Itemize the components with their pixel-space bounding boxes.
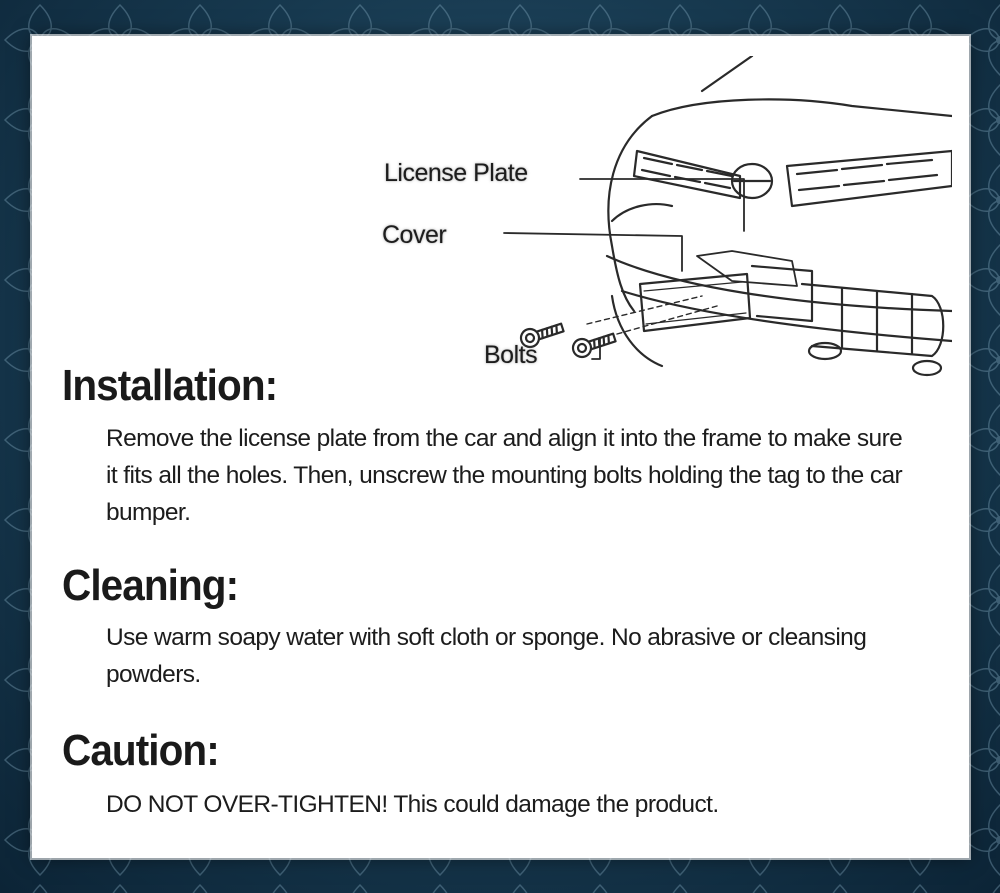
car-front-illustration bbox=[372, 56, 952, 386]
cover-label: Cover bbox=[382, 221, 447, 249]
caution-text: DO NOT OVER-TIGHTEN! This could damage the product. bbox=[106, 791, 719, 818]
installation-text: Remove the license plate from the car and align it into the frame to make sure it fits all the holes. Then, unscrew the mounting bolts holding the tag to the car bumper. bbox=[106, 425, 903, 526]
license-plate-label: License Plate bbox=[384, 159, 528, 187]
cleaning-text: Use warm soapy water with soft cloth or sponge. No abrasive or cleansing powders. bbox=[106, 624, 867, 688]
installation-heading: Installation: bbox=[62, 361, 278, 410]
cleaning-heading: Cleaning: bbox=[62, 561, 239, 610]
caution-heading: Caution: bbox=[62, 726, 219, 775]
bolts-label: Bolts bbox=[484, 341, 538, 369]
content-panel bbox=[32, 36, 969, 858]
car-diagram bbox=[372, 56, 952, 386]
